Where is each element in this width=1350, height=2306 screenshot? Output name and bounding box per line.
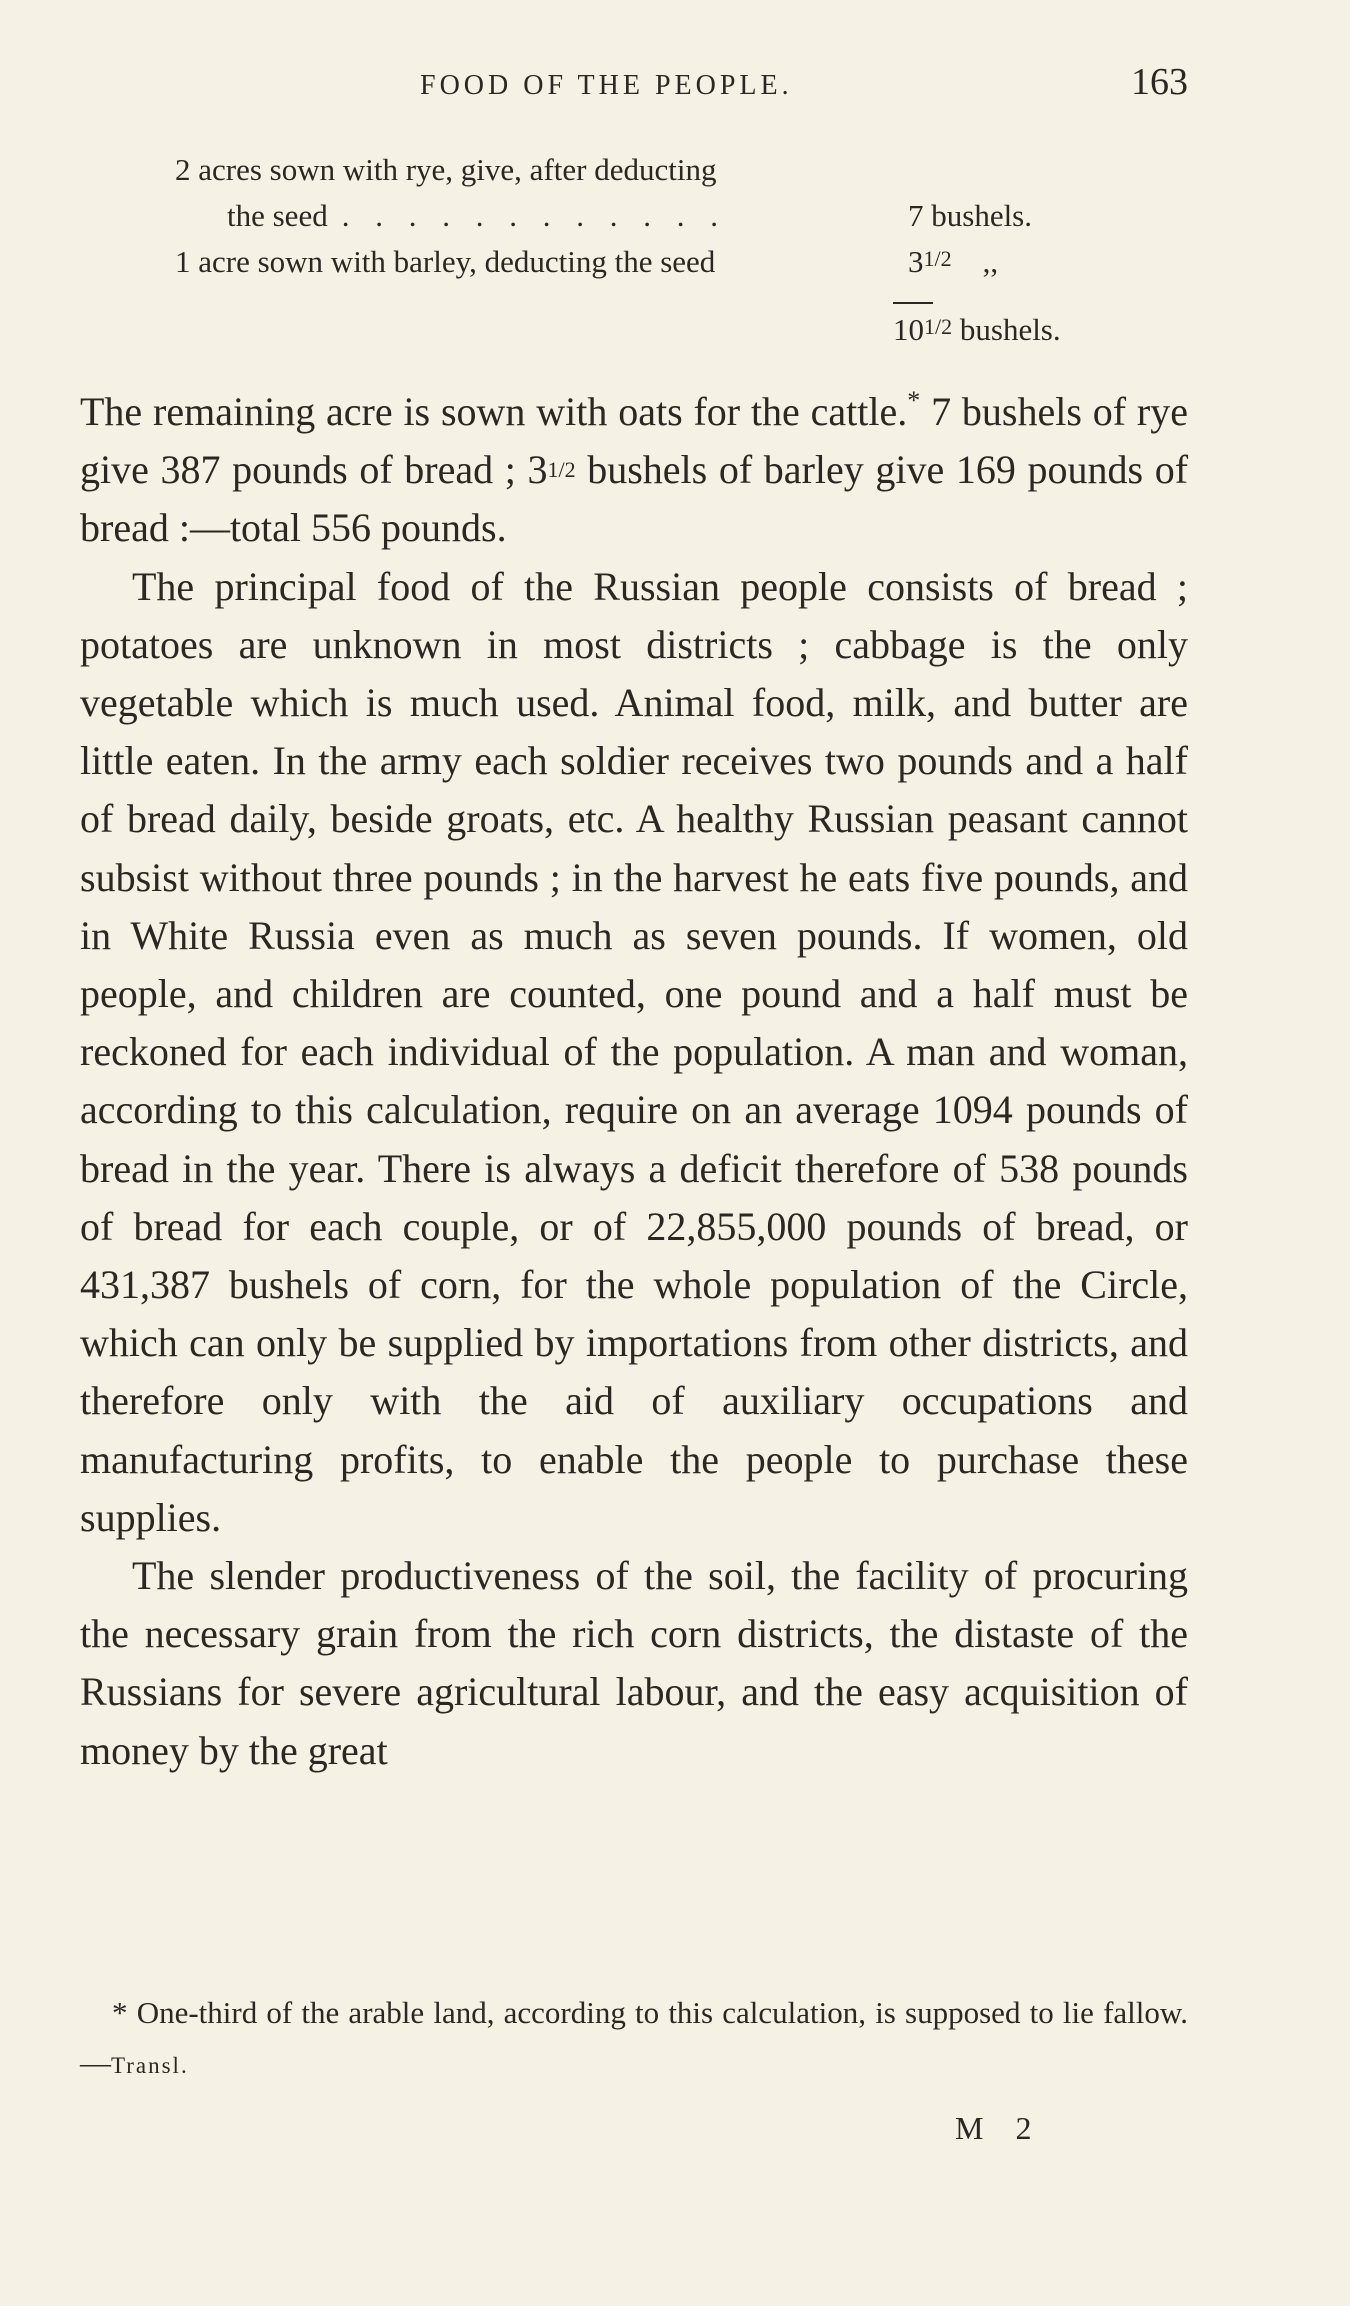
footnote-reference: * [907,386,921,415]
paragraph-1: The remaining acre is sown with oats for the cattle.* 7 bushels of rye give 387 pounds of bread ; 31/2 bushels of barley give 169 pounds of bread :—total 556 pounds. [80,386,1189,551]
calc-row-barley [175,244,715,288]
footnote [80,1988,1188,2091]
calc-row-seed [227,198,727,242]
calc-barley-quantity: 31/2 ,, [908,244,999,279]
page-number: 163 [1131,61,1188,103]
footnote-mark: * [112,1995,128,2030]
calc-barley-text: 1 acre sown with barley, deducting the seed [175,244,716,279]
body-text [80,372,1188,1780]
sum-rule [893,302,933,304]
calc-row-rye [175,152,716,196]
translator-signature: Transl. [111,2053,189,2078]
calc-rye-quantity: 7 bushels. [908,198,1032,233]
calc-total: 101/2 bushels. [893,312,1061,347]
signature-mark: M 2 [955,2110,1044,2146]
calc-rye-text: 2 acres sown with rye, give, after deducting [175,152,717,187]
calc-seed-text: the seed [227,198,328,233]
paragraph-3: The slender productiveness of the soil, the facility of procuring the necessary grain from the rich corn districts, the distaste of the Russians for severe agricultural labour, and the easy acquisition of money by the great [80,1553,1188,1773]
page-header [80,60,1188,110]
footnote-text: One-third of the arable land, according to this calculation, is supposed to lie fallow.— [80,1995,1189,2080]
running-title: FOOD OF THE PEOPLE. [420,70,793,101]
paragraph-2: The principal food of the Russian people consists of bread ; potatoes are unknown in most districts ; cabbage is the only vegetable which is much used. Animal food, milk, and butter are little eaten. In the army each soldier receives two pounds and a half of bread daily, beside groats, etc. A healthy Russian peasant cannot subsist without three pounds ; in the harvest he eats five pounds, and in White Russia even as much as seven pounds. If women, old people, and children are counted, one pound and a half must be reckoned for each individual of the population. A man and woman, according to this calculation, require on an average 1094 pounds of bread in the year. There is always a deficit therefore of 538 pounds of bread for each couple, or of 22,855,000 pounds of bread, or 431,387 bushels of corn, for the whole population of the Circle, which can only be supplied by importations from other districts, and therefore only with the aid of auxiliary occupations and manufacturing profits, to enable the people to purchase these supplies. [80,563,1188,1540]
dot-leaders: . . . . . . . . . . . . [341,198,727,233]
